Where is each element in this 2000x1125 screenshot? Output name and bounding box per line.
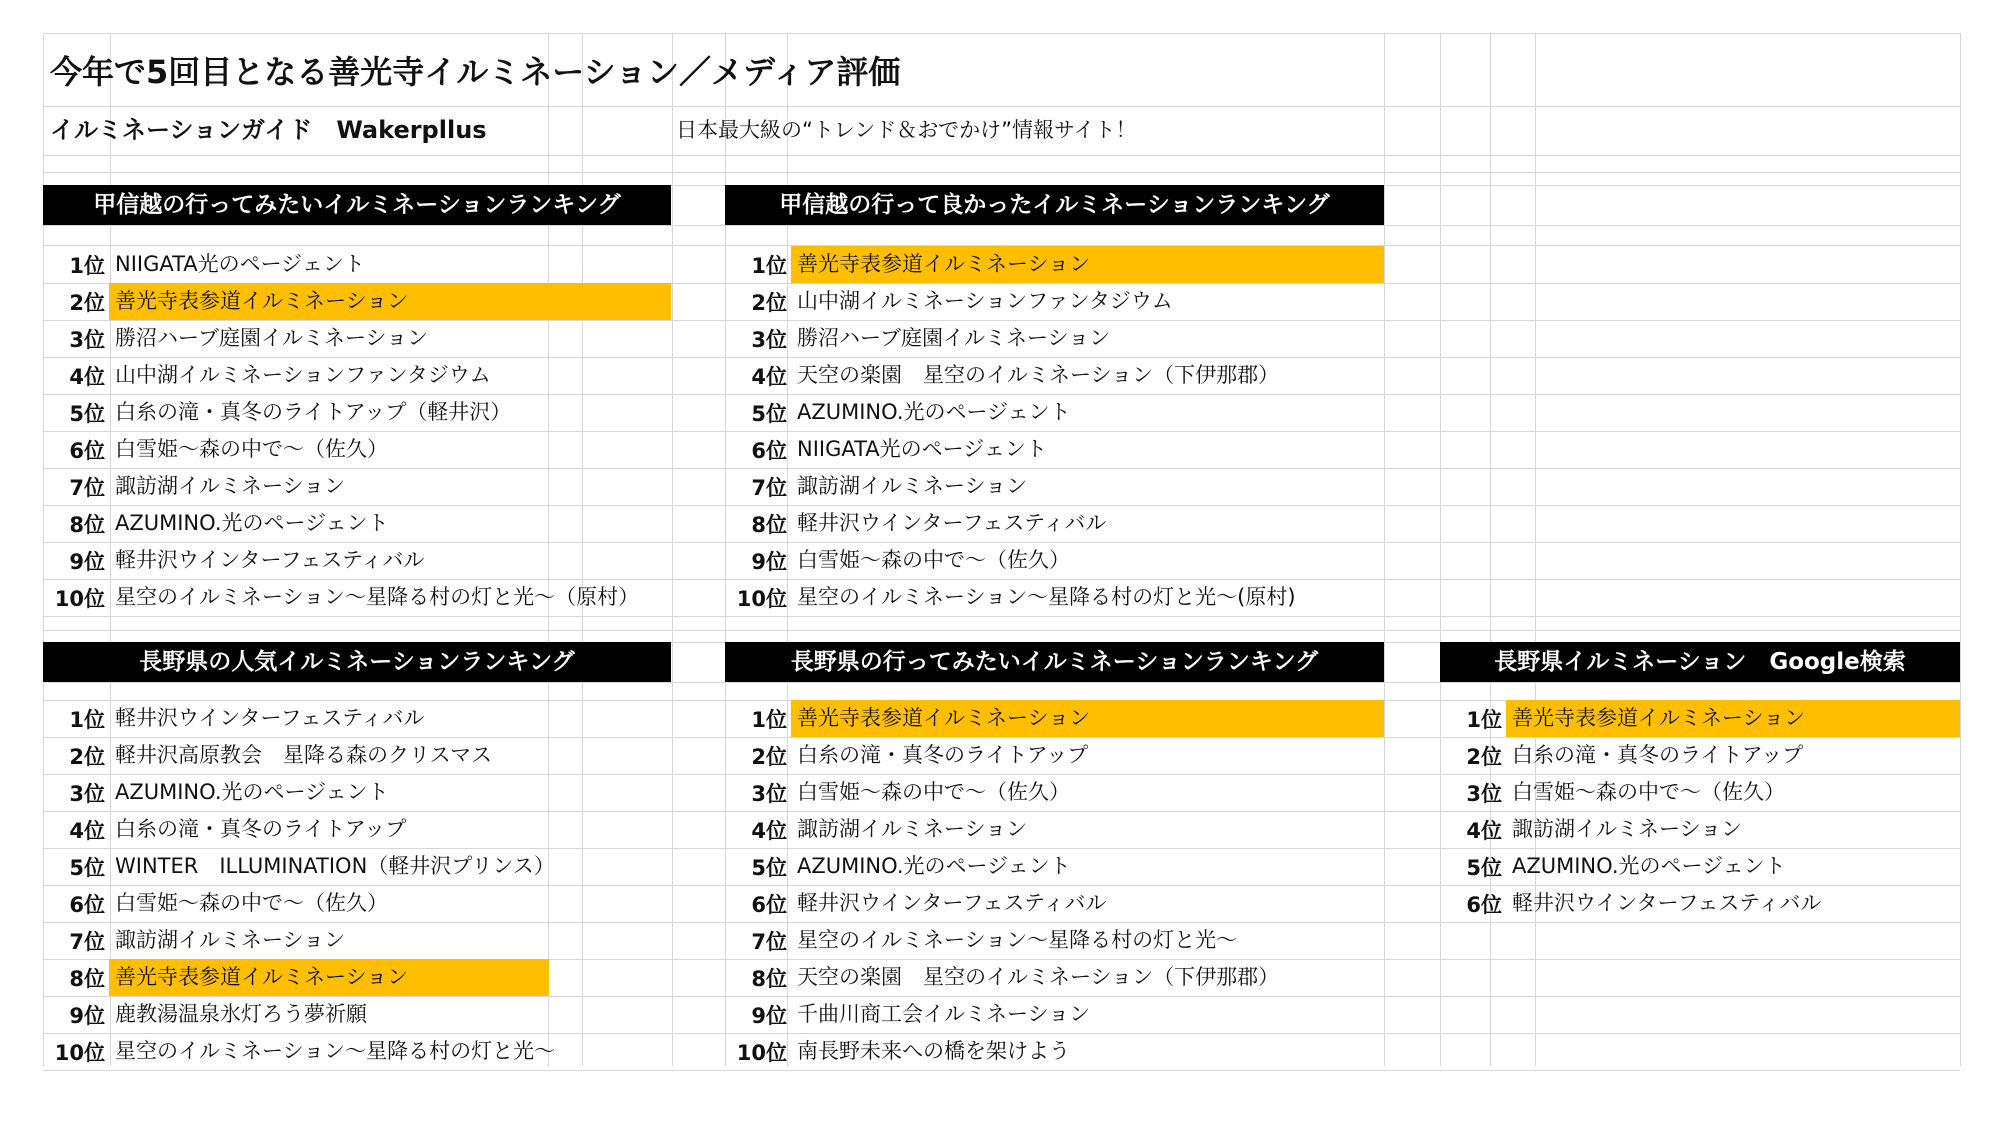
ranking-row bbox=[43, 357, 671, 394]
grid-row-line bbox=[43, 172, 1960, 173]
rank-name: 白糸の滝・真冬のライトアップ（軽井沢） bbox=[115, 400, 512, 424]
rank-number: 7位 bbox=[69, 929, 105, 954]
rank-name: AZUMINO.光のページェント bbox=[115, 780, 389, 804]
grid-col-line bbox=[1960, 33, 1961, 1066]
ranking-row bbox=[725, 542, 1384, 579]
rank-name: 善光寺表参道イルミネーション bbox=[1506, 700, 1960, 737]
rank-name: 天空の楽園 星空のイルミネーション（下伊那郡） bbox=[797, 965, 1280, 989]
ranking-row bbox=[43, 1033, 671, 1070]
ranking-row bbox=[43, 885, 671, 922]
rank-name: 白雪姫～森の中で～（佐久） bbox=[797, 780, 1070, 804]
ranking-row bbox=[725, 959, 1384, 996]
ranking-row bbox=[725, 468, 1384, 505]
panel-header: 長野県の行ってみたいイルミネーションランキング bbox=[725, 642, 1384, 682]
rank-name: NIIGATA光のページェント bbox=[115, 252, 365, 276]
rank-name: 諏訪湖イルミネーション bbox=[797, 474, 1028, 498]
rank-number: 10位 bbox=[54, 1040, 105, 1065]
rank-name: 諏訪湖イルミネーション bbox=[115, 928, 346, 952]
ranking-row bbox=[43, 811, 671, 848]
rank-name: 諏訪湖イルミネーション bbox=[1512, 817, 1743, 841]
rank-name: 白雪姫～森の中で～（佐久） bbox=[115, 891, 388, 915]
ranking-row bbox=[1440, 885, 1960, 922]
rank-name: 善光寺表参道イルミネーション bbox=[109, 283, 671, 320]
ranking-row bbox=[43, 394, 671, 431]
rank-name: 白糸の滝・真冬のライトアップ bbox=[797, 743, 1089, 767]
ranking-row bbox=[725, 700, 1384, 737]
guide-label: イルミネーションガイド Wakerpllus bbox=[50, 116, 487, 144]
rank-number: 1位 bbox=[69, 707, 105, 732]
rank-number: 5位 bbox=[751, 401, 787, 426]
ranking-row bbox=[43, 320, 671, 357]
rank-number: 7位 bbox=[751, 929, 787, 954]
guide-tagline: 日本最大級の“トレンド＆おでかけ”情報サイト！ bbox=[676, 118, 1137, 142]
ranking-row bbox=[43, 959, 671, 996]
rank-number: 5位 bbox=[69, 401, 105, 426]
ranking-row bbox=[43, 774, 671, 811]
rank-name: 白糸の滝・真冬のライトアップ bbox=[115, 817, 407, 841]
rank-number: 1位 bbox=[751, 707, 787, 732]
rank-name: 白雪姫～森の中で～（佐久） bbox=[115, 437, 388, 461]
ranking-row bbox=[43, 542, 671, 579]
rank-name: 善光寺表参道イルミネーション bbox=[791, 246, 1384, 283]
grid-row-line bbox=[43, 1070, 1960, 1071]
rank-name: 軽井沢ウインターフェスティバル bbox=[797, 891, 1107, 915]
rank-name: NIIGATA光のページェント bbox=[797, 437, 1047, 461]
grid-row-line bbox=[43, 225, 1960, 226]
rank-number: 6位 bbox=[751, 892, 787, 917]
rank-number: 10位 bbox=[736, 1040, 787, 1065]
rank-name: 白雪姫～森の中で～（佐久） bbox=[1512, 780, 1785, 804]
rank-name: 山中湖イルミネーションファンタジウム bbox=[797, 289, 1173, 313]
rank-name: 軽井沢高原教会 星降る森のクリスマス bbox=[115, 743, 493, 767]
rank-number: 10位 bbox=[736, 586, 787, 611]
rank-name: 星空のイルミネーション～星降る村の灯と光～（原村） bbox=[115, 585, 640, 609]
ranking-row bbox=[725, 357, 1384, 394]
ranking-row bbox=[43, 468, 671, 505]
rank-number: 5位 bbox=[751, 855, 787, 880]
ranking-row bbox=[725, 885, 1384, 922]
ranking-row bbox=[43, 996, 671, 1033]
ranking-row bbox=[43, 505, 671, 542]
rank-number: 1位 bbox=[751, 253, 787, 278]
rank-number: 4位 bbox=[751, 818, 787, 843]
rank-name: 星空のイルミネーション～星降る村の灯と光～ bbox=[115, 1039, 556, 1063]
rank-name: 星空のイルミネーション～星降る村の灯と光～(原村) bbox=[797, 585, 1296, 609]
ranking-row bbox=[1440, 811, 1960, 848]
rank-number: 2位 bbox=[751, 744, 787, 769]
rank-number: 4位 bbox=[69, 364, 105, 389]
ranking-row bbox=[725, 579, 1384, 616]
rank-number: 7位 bbox=[69, 475, 105, 500]
rank-name: 天空の楽園 星空のイルミネーション（下伊那郡） bbox=[797, 363, 1280, 387]
rank-number: 2位 bbox=[1466, 744, 1502, 769]
rank-number: 2位 bbox=[69, 290, 105, 315]
rank-number: 8位 bbox=[69, 512, 105, 537]
rank-number: 5位 bbox=[69, 855, 105, 880]
ranking-row bbox=[725, 246, 1384, 283]
ranking-row bbox=[725, 431, 1384, 468]
panel-header: 甲信越の行ってみたいイルミネーションランキング bbox=[43, 185, 671, 225]
ranking-row bbox=[725, 922, 1384, 959]
rank-number: 6位 bbox=[69, 438, 105, 463]
rank-number: 6位 bbox=[751, 438, 787, 463]
rank-number: 3位 bbox=[751, 327, 787, 352]
rank-number: 3位 bbox=[751, 781, 787, 806]
rank-name: AZUMINO.光のページェント bbox=[797, 854, 1071, 878]
rank-name: 白糸の滝・真冬のライトアップ bbox=[1512, 743, 1804, 767]
panel-header: 長野県の人気イルミネーションランキング bbox=[43, 642, 671, 682]
grid-row-line bbox=[43, 630, 1960, 631]
rank-name: 南長野未来への橋を架けよう bbox=[797, 1039, 1070, 1063]
rank-name: AZUMINO.光のページェント bbox=[797, 400, 1071, 424]
rank-number: 9位 bbox=[751, 549, 787, 574]
ranking-row bbox=[725, 996, 1384, 1033]
panel-header: 甲信越の行って良かったイルミネーションランキング bbox=[725, 185, 1384, 225]
ranking-row bbox=[43, 700, 671, 737]
rank-name: 諏訪湖イルミネーション bbox=[115, 474, 346, 498]
rank-name: AZUMINO.光のページェント bbox=[115, 511, 389, 535]
ranking-row bbox=[725, 737, 1384, 774]
ranking-row bbox=[725, 320, 1384, 357]
rank-name: 星空のイルミネーション～星降る村の灯と光～ bbox=[797, 928, 1238, 952]
grid-row-line bbox=[43, 682, 1960, 683]
rank-name: 千曲川商工会イルミネーション bbox=[797, 1002, 1091, 1026]
ranking-row bbox=[725, 848, 1384, 885]
rank-number: 3位 bbox=[69, 781, 105, 806]
rank-name: 勝沼ハーブ庭園イルミネーション bbox=[797, 326, 1111, 350]
ranking-row bbox=[1440, 774, 1960, 811]
grid-row-line bbox=[43, 616, 1960, 617]
rank-name: 軽井沢ウインターフェスティバル bbox=[1512, 891, 1822, 915]
rank-number: 3位 bbox=[69, 327, 105, 352]
rank-number: 8位 bbox=[751, 966, 787, 991]
rank-number: 3位 bbox=[1466, 781, 1502, 806]
rank-name: 鹿教湯温泉氷灯ろう夢祈願 bbox=[115, 1002, 367, 1026]
rank-name: AZUMINO.光のページェント bbox=[1512, 854, 1786, 878]
rank-number: 9位 bbox=[751, 1003, 787, 1028]
grid-row-line bbox=[43, 155, 1960, 156]
ranking-row bbox=[1440, 700, 1960, 737]
rank-name: 勝沼ハーブ庭園イルミネーション bbox=[115, 326, 429, 350]
rank-number: 8位 bbox=[69, 966, 105, 991]
ranking-row bbox=[725, 505, 1384, 542]
ranking-row bbox=[43, 922, 671, 959]
rank-name: 善光寺表参道イルミネーション bbox=[109, 959, 549, 996]
grid-col-line bbox=[672, 33, 673, 1066]
rank-number: 4位 bbox=[751, 364, 787, 389]
rank-number: 2位 bbox=[69, 744, 105, 769]
ranking-row bbox=[43, 737, 671, 774]
rank-number: 6位 bbox=[1466, 892, 1502, 917]
rank-number: 2位 bbox=[751, 290, 787, 315]
rank-name: 軽井沢ウインターフェスティバル bbox=[797, 511, 1107, 535]
ranking-row bbox=[725, 1033, 1384, 1070]
rank-name: 諏訪湖イルミネーション bbox=[797, 817, 1028, 841]
rank-number: 6位 bbox=[69, 892, 105, 917]
rank-number: 10位 bbox=[54, 586, 105, 611]
panel-header: 長野県イルミネーション Google検索 bbox=[1440, 642, 1960, 682]
rank-name: 軽井沢ウインターフェスティバル bbox=[115, 706, 425, 730]
rank-number: 4位 bbox=[69, 818, 105, 843]
ranking-row bbox=[43, 246, 671, 283]
rank-name: 善光寺表参道イルミネーション bbox=[791, 700, 1384, 737]
ranking-row bbox=[725, 283, 1384, 320]
ranking-row bbox=[725, 394, 1384, 431]
rank-number: 7位 bbox=[751, 475, 787, 500]
grid-row-line bbox=[43, 33, 1960, 34]
rank-number: 8位 bbox=[751, 512, 787, 537]
rank-name: 軽井沢ウインターフェスティバル bbox=[115, 548, 425, 572]
ranking-row bbox=[43, 848, 671, 885]
page-title: 今年で5回目となる善光寺イルミネーション／メディア評価 bbox=[50, 53, 901, 91]
rank-number: 5位 bbox=[1466, 855, 1502, 880]
ranking-row bbox=[725, 811, 1384, 848]
rank-name: 白雪姫～森の中で～（佐久） bbox=[797, 548, 1070, 572]
ranking-row bbox=[43, 283, 671, 320]
ranking-row bbox=[43, 579, 671, 616]
rank-number: 9位 bbox=[69, 549, 105, 574]
ranking-row bbox=[1440, 737, 1960, 774]
rank-name: 山中湖イルミネーションファンタジウム bbox=[115, 363, 491, 387]
ranking-row bbox=[1440, 848, 1960, 885]
ranking-row bbox=[43, 431, 671, 468]
rank-name: WINTER ILLUMINATION（軽井沢プリンス） bbox=[115, 854, 555, 878]
grid-row-line bbox=[43, 106, 1960, 107]
rank-number: 9位 bbox=[69, 1003, 105, 1028]
rank-number: 1位 bbox=[1466, 707, 1502, 732]
grid-col-line bbox=[1384, 33, 1385, 1066]
rank-number: 4位 bbox=[1466, 818, 1502, 843]
rank-number: 1位 bbox=[69, 253, 105, 278]
ranking-row bbox=[725, 774, 1384, 811]
